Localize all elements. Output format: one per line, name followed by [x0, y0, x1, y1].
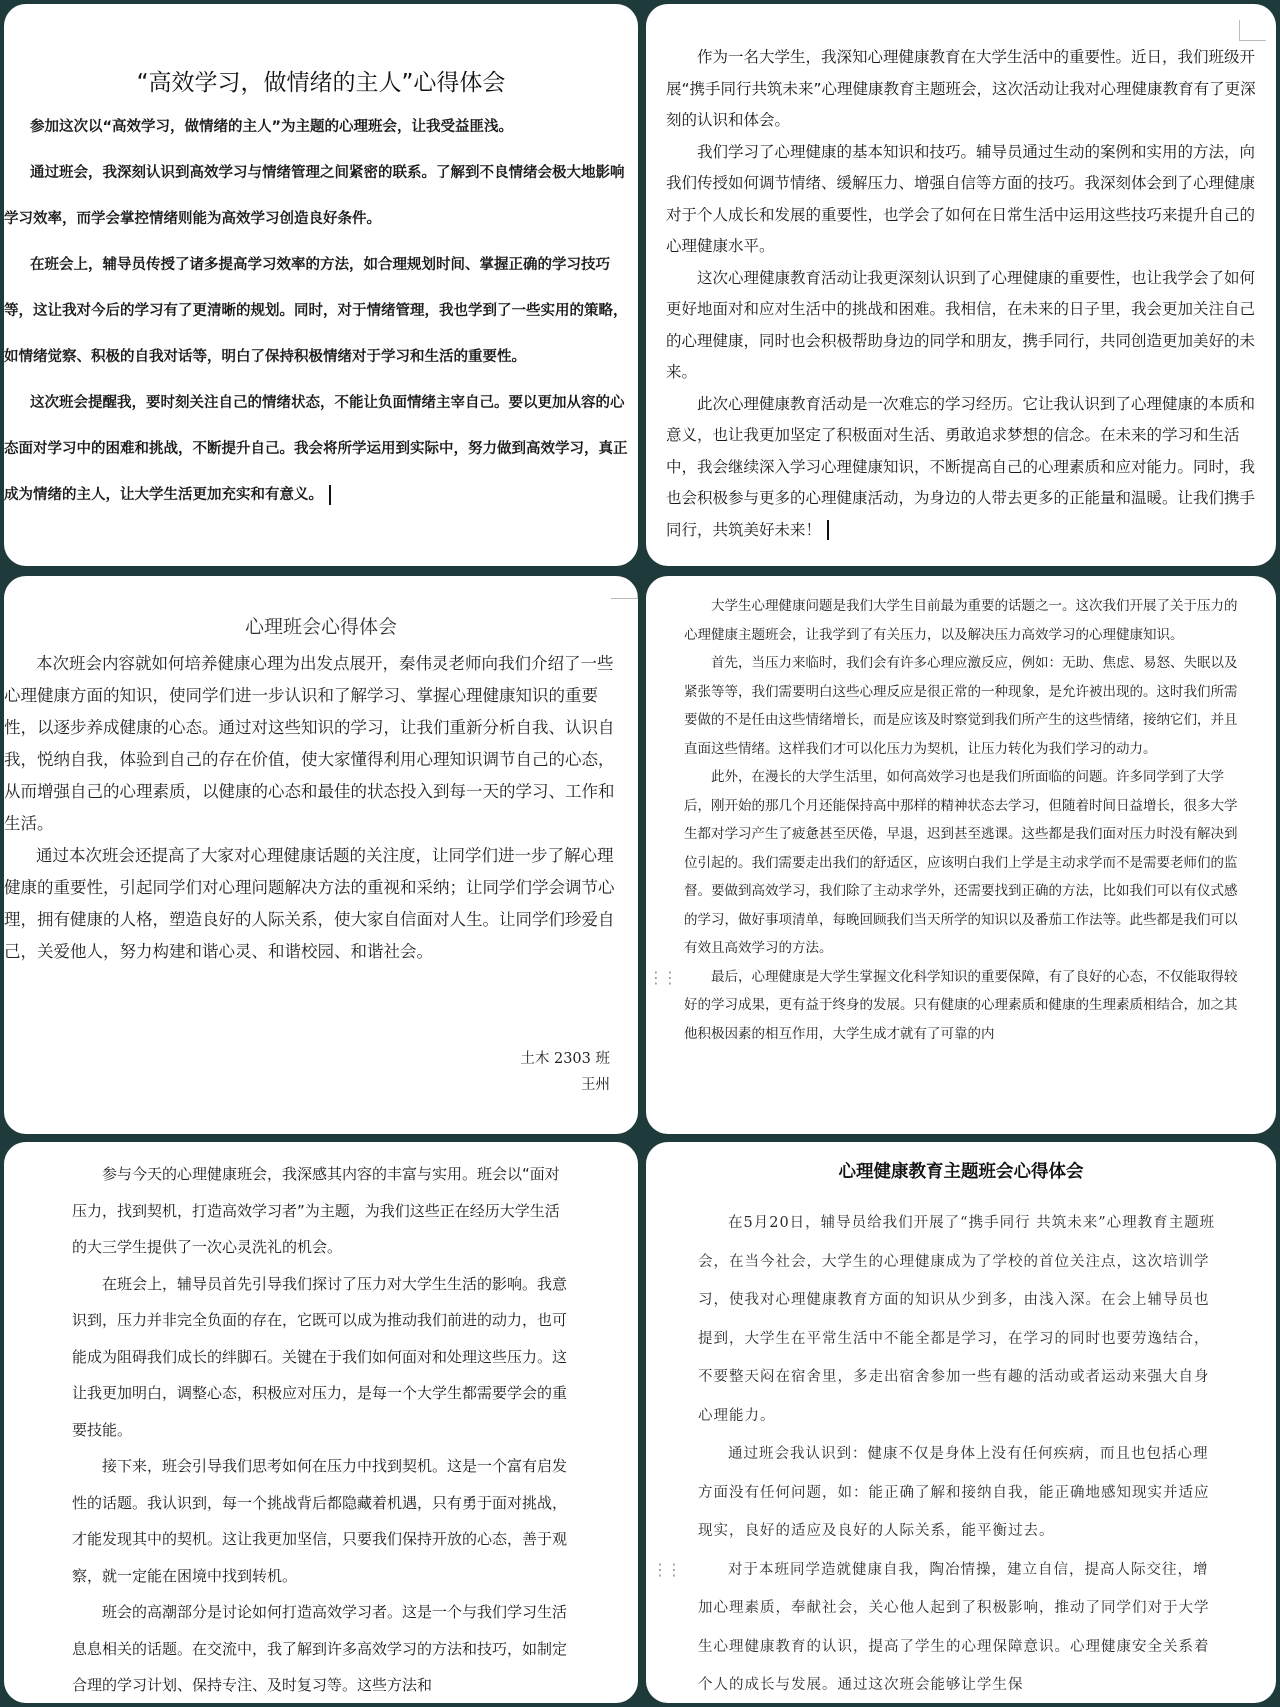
document-card-psychology-class-meeting [4, 576, 638, 1134]
document-card-pressure-learning [646, 576, 1276, 1134]
card3-paragraph: 通过本次班会还提高了大家对心理健康话题的关注度，让同学们进一步了解心理健康的重要性，引起同学们对心理问题解决方法的重视和采纳；让同学们学会调节心理，拥有健康的人格，塑造良好的人际关系，使大家自信面对人生。让同学们珍爱自己，关爱他人，努力构建和谐心灵、和谐校园、和谐社会。 [4, 846, 615, 961]
card1-paragraph: 通过班会，我深刻认识到高效学习与情绪管理之间紧密的联系。了解到不良情绪会极大地影响学习效率，而学会掌控情绪则能为高效学习创造良好条件。 [4, 165, 625, 227]
card5-paragraph: 参与今天的心理健康班会，我深感其内容的丰富与实用。班会以“面对压力，找到契机，打造高效学习者”为主题，为我们这些正在经历大学生活的大三学生提供了一次心灵洗礼的机会。 [72, 1165, 560, 1256]
card5-paragraph: 接下来，班会引导我们思考如何在压力中找到契机。这是一个富有启发性的话题。我认识到，每一个挑战背后都隐藏着机遇，只有勇于面对挑战，才能发现其中的契机。这让我更加坚信，只要我们保持开放的心态，善于观察，就一定能在困境中找到转机。 [72, 1457, 568, 1585]
document-card-efficient-learning [4, 4, 638, 566]
card5-paragraph: 班会的高潮部分是讨论如何打造高效学习者。这是一个与我们学习生活息息相关的话题。在交流中，我了解到许多高效学习的方法和技巧，如制定合理的学习计划、保持专注、及时复习等。这些方法和 [72, 1603, 568, 1694]
text-cursor [329, 485, 331, 505]
card1-paragraph [4, 380, 630, 518]
document-card-mental-health-education [646, 4, 1276, 566]
card1-body [4, 104, 630, 518]
card6-paragraph: 通过班会我认识到：健康不仅是身体上没有任何疾病，而且也包括心理方面没有任何问题，如：能正确了解和接纳自我，能正确地感知现实并适应现实，良好的适应及良好的人际关系，能平衡过去。 [698, 1446, 1210, 1539]
crop-mark-icon [611, 578, 638, 599]
card1-paragraph: 在班会上，辅导员传授了诸多提高学习效率的方法，如合理规划时间、掌握正确的学习技巧等，这让我对今后的学习有了更清晰的规划。同时，对于情绪管理，我也学到了一些实用的策略，如情绪觉察、积极的自我对话等，明白了保持积极情绪对于学习和生活的重要性。 [4, 257, 628, 365]
card4-paragraph: 此外，在漫长的大学生活里，如何高效学习也是我们所面临的问题。许多同学到了大学后，刚开始的那几个月还能保持高中那样的精神状态去学习，但随着时间日益增长，很多大学生都对学习产生了疲惫甚至厌倦，早退，迟到甚至逃课。这些都是我们面对压力时没有解决到位引起的。我们需要走出我们的舒适区，应该明白我们上学是主动求学而不是需要老师们的监督。要做到高效学习，我们除了主动求学外，还需要找到正确的方法，比如我们可以有仪式感的学习，做好事项清单，每晚回顾我们当天所学的知识以及番茄工作法等。此些都是我们可以有效且高效学习的方法。 [684, 769, 1238, 956]
text-cursor [827, 520, 829, 540]
document-card-theme-class-meeting [646, 1142, 1276, 1703]
drag-handle-icon[interactable]: ⋮⋮ [652, 1560, 680, 1579]
card2-paragraph [666, 389, 1258, 547]
card6-paragraph: 在5月20日，辅导员给我们开展了“携手同行 共筑未来”心理教育主题班会，在当今社会，大学生的心理健康成为了学校的首位关注点，这次培训学习，使我对心理健康教育方面的知识从少到多，由浅入深。在会上辅导员也提到，大学生在平常生活中不能全都是学习，在学习的同时也要劳逸结合，不要整天闷在宿舍里，多走出宿舍参加一些有趣的活动或者运动来强大自身心理能力。 [698, 1215, 1216, 1424]
card6-paragraph: 对于本班同学造就健康自我，陶冶情操，建立自信，提高人际交往，增加心理素质，奉献社会，关心他人起到了积极影响，推动了同学们对于大学生心理健康教育的认识，提高了学生的心理保障意识。心理健康安全关系着个人的成长与发展。通过这次班会能够让学生保 [698, 1561, 1210, 1693]
card4-body [684, 592, 1242, 1048]
card2-paragraph: 我们学习了心理健康的基本知识和技巧。辅导员通过生动的案例和实用的方法，向我们传授如何调节情绪、缓解压力、增强自信等方面的技巧。我深刻体会到了心理健康对于个人成长和发展的重要性，也学会了如何在日常生活中运用这些技巧来提升自己的心理健康水平。 [666, 142, 1256, 255]
card1-paragraph-text: 这次班会提醒我，要时刻关注自己的情绪状态，不能让负面情绪主宰自己。要以更加从容的心态面对学习中的困难和挑战，不断提升自己。我会将所学运用到实际中，努力做到高效学习，真正成为情绪的主人，让大学生活更加充实和有意义。 [4, 395, 628, 503]
card4-paragraph: 最后，心理健康是大学生掌握文化科学知识的重要保障，有了良好的心态，不仅能取得较好的学习成果，更有益于终身的发展。只有健康的心理素质和健康的生理素质相结合，加之其他积极因素的相互作用，大学生成才就有了可靠的内 [684, 968, 1238, 1042]
crop-mark-icon [1239, 20, 1266, 41]
card2-paragraph: 作为一名大学生，我深知心理健康教育在大学生活中的重要性。近日，我们班级开展“携手同行共筑未来”心理健康教育主题班会，这次活动让我对心理健康教育有了更深刻的认识和体会。 [666, 48, 1256, 129]
card3-signature [520, 1046, 610, 1098]
card4-paragraph: 首先，当压力来临时，我们会有许多心理应激反应，例如：无助、焦虑、易怒、失眠以及紧张等等，我们需要明白这些心理反应是很正常的一种现象，是允许被出现的。这时我们所需要做的不是任由这些情绪增长，而是应该及时察觉到我们所产生的这些情绪，接纳它们，并且直面这些情绪。这样我们才可以化压力为契机，让压力转化为我们学习的动力。 [684, 655, 1238, 757]
card2-paragraph-text: 此次心理健康教育活动是一次难忘的学习经历。它让我认识到了心理健康的本质和意义，也让我更加坚定了积极面对生活、勇敢追求梦想的信念。在未来的学习和生活中，我会继续深入学习心理健康知识，不断提高自己的心理素质和应对能力。同时，我也会积极参与更多的心理健康活动，为身边的人带去更多的正能量和温暖。让我们携手同行，共筑美好未来！ [666, 394, 1256, 539]
card4-paragraph: 大学生心理健康问题是我们大学生目前最为重要的话题之一。这次我们开展了关于压力的心理健康主题班会，让我学到了有关压力，以及解决压力高效学习的心理健康知识。 [684, 598, 1238, 643]
card3-class-name: 土木 2303 班 [520, 1051, 610, 1067]
card5-body [72, 1156, 568, 1703]
card3-author: 王州 [581, 1077, 610, 1093]
drag-handle-icon[interactable]: ⋮⋮ [648, 968, 676, 987]
card5-paragraph: 在班会上，辅导员首先引导我们探讨了压力对大学生生活的影响。我意识到，压力并非完全负面的存在，它既可以成为推动我们前进的动力，也可能成为阻碍我们成长的绊脚石。关键在于我们如何面对和处理这些压力。这让我更加明白，调整心态，积极应对压力，是每一个大学生都需要学会的重要技能。 [72, 1274, 568, 1439]
card2-body [666, 42, 1258, 546]
card3-title: 心理班会心得体会 [244, 616, 397, 638]
card6-title: 心理健康教育主题班会心得体会 [838, 1162, 1084, 1182]
card2-paragraph: 这次心理健康教育活动让我更深刻认识到了心理健康的重要性，也让我学会了如何更好地面对和应对生活中的挑战和困难。我相信，在未来的日子里，我会更加关注自己的心理健康，同时也会积极帮助身边的同学和朋友，携手同行，共同创造更加美好的未来。 [666, 268, 1256, 381]
card3-paragraph: 本次班会内容就如何培养健康心理为出发点展开，秦伟灵老师向我们介绍了一些心理健康方面的知识，使同学们进一步认识和了解学习、掌握心理健康知识的重要性，以逐步养成健康的心态。通过对这些知识的学习，让我们重新分析自我、认识自我，悦纳自我，体验到自己的存在价值，使大家懂得利用心理知识调节自己的心态，从而增强自己的心理素质，以健康的心态和最佳的状态投入到每一天的学习、工作和生活。 [4, 654, 615, 833]
card6-body [698, 1204, 1216, 1703]
document-card-facing-pressure [4, 1142, 638, 1703]
card1-paragraph: 参加这次以“高效学习，做情绪的主人”为主题的心理班会，让我受益匪浅。 [30, 119, 514, 135]
card3-body [4, 648, 616, 968]
card1-title: “高效学习，做情绪的主人”心得体会 [136, 70, 506, 96]
